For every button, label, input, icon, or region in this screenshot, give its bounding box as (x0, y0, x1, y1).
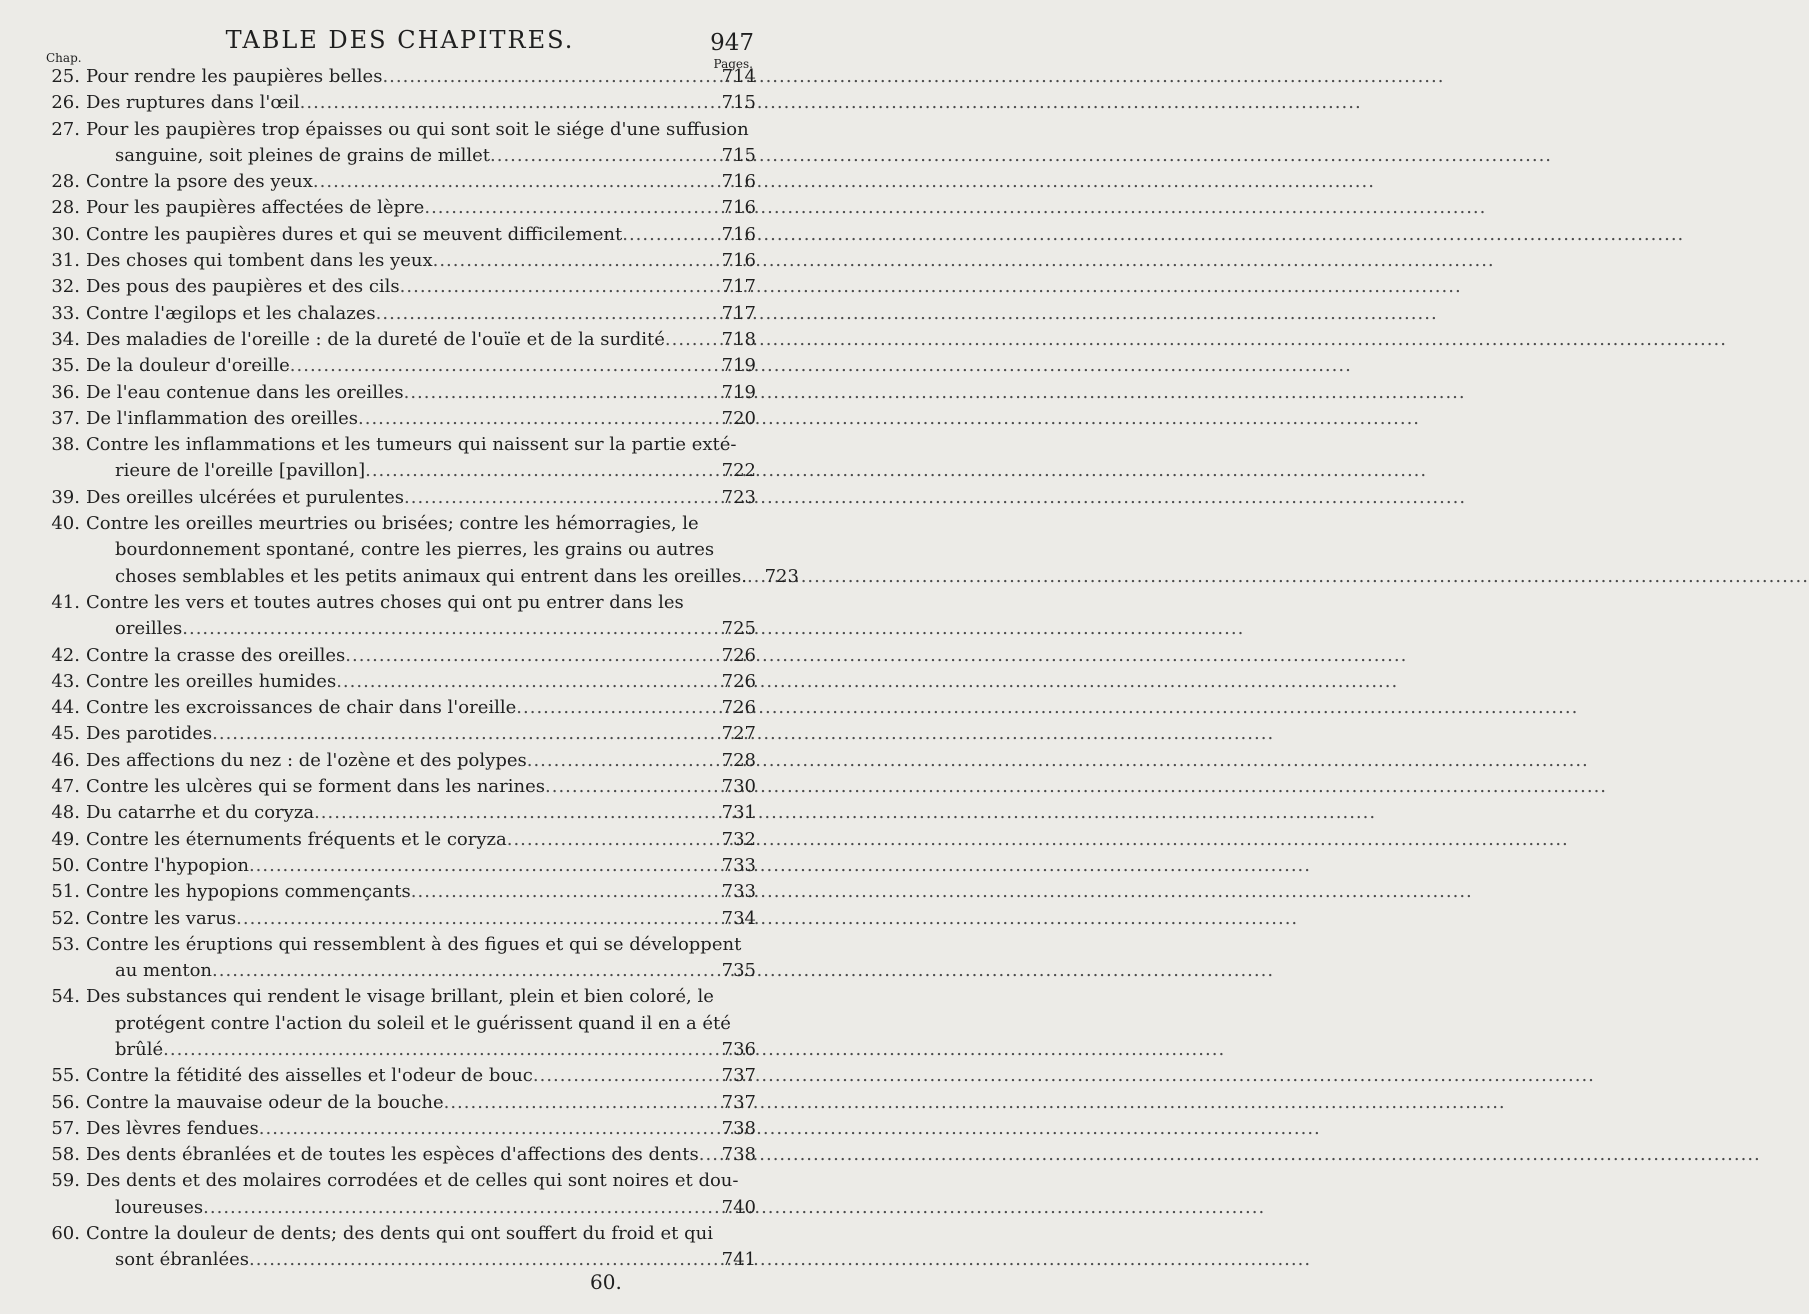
page-reference: 723 (721, 486, 756, 508)
chapter-number: 47. (51, 776, 80, 798)
chapter-title-line: Contre les ulcères qui se forment dans les narines (86, 776, 545, 798)
dot-leader (411, 879, 712, 905)
page-reference: 723 (764, 565, 799, 587)
toc-entry (36, 406, 756, 432)
chapter-title-line: oreilles (115, 618, 183, 640)
chapter-title-line: Contre la mauvaise odeur de la bouche (86, 1091, 444, 1113)
chapter-title-line: Pour rendre les paupières belles (86, 66, 383, 87)
dot-leader (314, 800, 712, 826)
chapter-title (86, 406, 756, 432)
dot-leader (699, 1142, 712, 1168)
toc-entry (36, 1221, 756, 1274)
chapter-number: 60. (51, 1223, 80, 1245)
chapter-title (86, 432, 756, 485)
chapter-title-line: Des dents ébranlées et de toutes les espèces d'affections des dents (86, 1144, 699, 1166)
chapter-title (86, 800, 756, 826)
chapter-number: 53. (51, 933, 80, 955)
toc-entry (36, 64, 756, 90)
chapter-number: 25. (51, 66, 80, 87)
chapter-title (86, 90, 756, 116)
chapter-number: 37. (51, 407, 80, 429)
dot-leader (249, 853, 712, 879)
page-reference: 716 (721, 171, 756, 193)
toc-entry (36, 353, 756, 379)
chapter-title (86, 669, 756, 695)
toc-entry (36, 800, 756, 826)
signature-mark: 60. (590, 1270, 622, 1294)
chapter-title-line: De l'eau contenue dans les oreilles (86, 381, 404, 403)
pages-column-label: Pages. (713, 57, 753, 71)
chapter-number: 50. (51, 854, 80, 876)
toc-entry (36, 669, 756, 695)
dot-leader (376, 301, 712, 327)
chapter-title (86, 222, 756, 248)
chapter-title-line: Des parotides (86, 723, 213, 745)
dot-leader (665, 327, 712, 353)
chapter-number: 49. (51, 828, 80, 850)
chapter-title-line: Des dents et des molaires corrodées et de celles qui sont noires et dou- (86, 1170, 739, 1192)
page-reference: 727 (721, 723, 756, 745)
page-reference: 726 (721, 697, 756, 719)
page-reference: 731 (721, 802, 756, 824)
chapter-title (86, 1090, 756, 1116)
chapter-title-line: sanguine, soit pleines de grains de millet (115, 144, 490, 166)
chapter-title-line: Contre la crasse des oreilles (86, 644, 346, 666)
chapter-title-line: Contre la fétidité des aisselles et l'odeur de bouc (86, 1065, 533, 1087)
chapter-title (86, 827, 756, 853)
toc-entry (36, 721, 756, 747)
page-reference: 717 (721, 276, 756, 298)
chapter-title (86, 1168, 756, 1221)
chapter-title-line: Contre les paupières dures et qui se meuvent difficilement (86, 223, 623, 245)
toc-entry (36, 984, 756, 1063)
dot-leader (290, 353, 712, 379)
chapter-title-line: Contre l'hypopion (86, 854, 249, 876)
toc-entry (36, 327, 756, 353)
chapter-title (86, 64, 756, 90)
dot-leader (249, 1247, 712, 1273)
page-reference: 738 (721, 1144, 756, 1166)
chapter-title-line: Contre les varus (86, 907, 237, 929)
toc-entry (36, 90, 756, 116)
dot-leader (444, 1090, 712, 1116)
chapter-number: 28. (51, 171, 80, 193)
chapter-number: 46. (51, 749, 80, 771)
toc-entry (36, 695, 756, 721)
chapter-number: 38. (51, 434, 80, 456)
chapter-title-line: Contre les éruptions qui ressemblent à des figues et qui se développent (86, 933, 742, 955)
chapter-title-line: Du catarrhe et du coryza (86, 802, 315, 824)
chapter-number: 31. (51, 250, 80, 272)
toc-entry (36, 380, 756, 406)
toc-entry (36, 1168, 756, 1221)
page-reference: 719 (721, 381, 756, 403)
chapter-number: 45. (51, 723, 80, 745)
dot-leader (545, 774, 712, 800)
page-reference: 732 (721, 828, 756, 850)
chapter-title-line: Des substances qui rendent le visage brillant, plein et bien coloré, le (86, 986, 714, 1008)
chapter-number: 35. (51, 355, 80, 377)
chapter-number: 44. (51, 697, 80, 719)
toc-entry (36, 301, 756, 327)
page-reference: 736 (721, 1038, 756, 1060)
chapter-title-line: De la douleur d'oreille (86, 355, 290, 377)
page-reference: 726 (721, 644, 756, 666)
dot-leader (358, 406, 712, 432)
page-reference: 715 (721, 144, 756, 166)
dot-leader (507, 827, 712, 853)
chapter-title-line: Des affections du nez : de l'ozène et des polypes (86, 749, 527, 771)
chapter-title-line: Des ruptures dans l'œil (86, 92, 300, 114)
chapter-title (86, 984, 756, 1063)
page-reference: 717 (721, 302, 756, 324)
page-reference: 737 (721, 1091, 756, 1113)
dot-leader (212, 958, 712, 984)
dot-leader (400, 274, 712, 300)
chapter-number: 57. (51, 1117, 80, 1139)
toc-entry (36, 222, 756, 248)
chapter-title (86, 906, 756, 932)
dot-leader (236, 906, 712, 932)
toc-entry (36, 748, 756, 774)
dot-leader (490, 143, 712, 169)
chapter-title (86, 301, 756, 327)
toc-entry (36, 432, 756, 485)
chapter-number: 28. (51, 197, 80, 219)
chapter-number: 39. (51, 486, 80, 508)
chapter-title-line: au menton (115, 960, 213, 982)
dot-leader (433, 248, 712, 274)
chapter-number: 56. (51, 1091, 80, 1113)
chapter-title (86, 748, 756, 774)
chapter-title (86, 511, 799, 590)
toc-entry (36, 906, 756, 932)
page-reference: 730 (721, 776, 756, 798)
chapter-number: 42. (51, 644, 80, 666)
dot-leader (203, 1195, 712, 1221)
dot-leader (259, 1116, 712, 1142)
toc-entry (36, 195, 756, 221)
page-reference: 715 (721, 92, 756, 114)
chapter-title-line: bourdonnement spontané, contre les pierres, les grains ou autres (115, 539, 715, 561)
chapter-title-line: protégent contre l'action du soleil et le guérissent quand il en a été (115, 1012, 731, 1034)
page-reference: 734 (721, 907, 756, 929)
chapter-title-line: Contre les hypopions commençants (86, 881, 411, 903)
chapter-number: 30. (51, 223, 80, 245)
dot-leader (212, 721, 712, 747)
dot-leader (345, 643, 712, 669)
dot-leader (527, 748, 712, 774)
chapter-title (86, 380, 756, 406)
chapter-title (86, 1142, 756, 1168)
chapter-title-line: De l'inflammation des oreilles (86, 407, 358, 429)
toc-entry (36, 1090, 756, 1116)
chapter-number: 55. (51, 1065, 80, 1087)
chapter-title-line: Contre les oreilles humides (86, 670, 337, 692)
chapter-number: 33. (51, 302, 80, 324)
dot-leader (336, 669, 712, 695)
page-reference: 719 (721, 355, 756, 377)
chapter-number: 51. (51, 881, 80, 903)
toc-entry (36, 590, 756, 643)
dot-leader (404, 380, 712, 406)
toc-entry (36, 932, 756, 985)
page-reference: 735 (721, 960, 756, 982)
page-reference: 722 (721, 460, 756, 482)
toc-entry (36, 827, 756, 853)
chapter-title (86, 327, 756, 353)
chapter-number: 32. (51, 276, 80, 298)
chap-column-label: Chap. (46, 51, 82, 65)
chapter-title-line: sont ébranlées (115, 1249, 250, 1271)
chapter-number: 40. (51, 513, 80, 535)
chapter-number: 41. (51, 591, 80, 613)
toc-entry (36, 853, 756, 879)
toc-entry (36, 879, 756, 905)
dot-leader (622, 222, 712, 248)
chapter-title-line: Pour les paupières affectées de lèpre (86, 197, 425, 219)
page-reference: 716 (721, 197, 756, 219)
chapter-title-line: Des lèvres fendues (86, 1117, 259, 1139)
chapter-title-line: choses semblables et les petits animaux qui entrent dans les oreilles. (115, 565, 747, 587)
chapter-title-line: Des oreilles ulcérées et purulentes (86, 486, 405, 508)
chapter-number: 34. (51, 328, 80, 350)
chapter-number: 36. (51, 381, 80, 403)
page-title: TABLE DES CHAPITRES. (225, 26, 575, 54)
chapter-title (86, 590, 756, 643)
chapter-title (86, 879, 756, 905)
chapter-title-line: rieure de l'oreille [pavillon] (115, 460, 366, 482)
chapter-number: 52. (51, 907, 80, 929)
page-reference: 718 (721, 328, 756, 350)
page-reference: 725 (721, 618, 756, 640)
chapter-number: 27. (51, 118, 80, 140)
chapter-title (86, 169, 756, 195)
chapter-title-line: Contre les vers et toutes autres choses qui ont pu entrer dans les (86, 591, 684, 613)
chapter-title (86, 1063, 756, 1089)
toc-entry (36, 643, 756, 669)
page-reference: 716 (721, 250, 756, 272)
page-reference: 728 (721, 749, 756, 771)
chapter-title (86, 485, 756, 511)
dot-leader (163, 1037, 712, 1063)
page-reference: 733 (721, 881, 756, 903)
chapter-title (86, 195, 756, 221)
page-number: 947 (710, 30, 754, 56)
chapter-number: 59. (51, 1170, 80, 1192)
chapter-title (86, 117, 756, 170)
toc-entry (36, 1142, 756, 1168)
chapter-number: 43. (51, 670, 80, 692)
chapter-title-line: Contre les excroissances de chair dans l'oreille (86, 697, 517, 719)
chapter-title (86, 695, 756, 721)
chapter-title (86, 353, 756, 379)
chapter-title-line: Contre la psore des yeux (86, 171, 313, 193)
chapter-title-line: Contre les éternuments fréquents et le coryza (86, 828, 507, 850)
toc-entry (36, 248, 756, 274)
page-reference: 738 (721, 1117, 756, 1139)
chapter-title (86, 1221, 756, 1274)
toc-entry (36, 1116, 756, 1142)
chapter-title (86, 932, 756, 985)
chapter-title-line: Contre les oreilles meurtries ou brisées; contre les hémorragies, le (86, 513, 699, 535)
dot-leader (533, 1063, 712, 1089)
toc-entry (36, 1063, 756, 1089)
dot-leader (300, 90, 712, 116)
chapter-title-line: brûlé (115, 1038, 164, 1060)
dot-leader (747, 564, 755, 590)
chapter-number: 48. (51, 802, 80, 824)
page-reference: 741 (721, 1249, 756, 1271)
chapter-title-line: Des pous des paupières et des cils (86, 276, 400, 298)
chapter-title-line: Contre la douleur de dents; des dents qui ont souffert du froid et qui (86, 1223, 713, 1245)
table-of-contents (36, 64, 799, 1274)
page-reference: 726 (721, 670, 756, 692)
dot-leader (516, 695, 712, 721)
page-reference: 737 (721, 1065, 756, 1087)
page-reference: 714 (721, 66, 756, 87)
chapter-title (86, 643, 756, 669)
chapter-title-line: Des choses qui tombent dans les yeux (86, 250, 433, 272)
book-page (0, 0, 800, 1314)
chapter-title-line: Des maladies de l'oreille : de la dureté de l'ouïe et de la surdité (86, 328, 665, 350)
toc-entry (36, 485, 756, 511)
dot-leader (313, 169, 712, 195)
dot-leader (382, 64, 712, 90)
chapter-title-line: Pour les paupières trop épaisses ou qui sont soit le siége d'une suffusion (86, 118, 749, 140)
chapter-title (86, 248, 756, 274)
page-reference: 733 (721, 854, 756, 876)
page-reference: 720 (721, 407, 756, 429)
toc-entry (36, 117, 756, 170)
toc-entry (36, 511, 799, 590)
toc-entry (36, 169, 756, 195)
toc-entry (36, 274, 756, 300)
dot-leader (182, 616, 712, 642)
chapter-title (86, 774, 756, 800)
chapter-number: 58. (51, 1144, 80, 1166)
chapter-title (86, 721, 756, 747)
page-reference: 740 (721, 1196, 756, 1218)
chapter-title-line: loureuses (115, 1196, 204, 1218)
chapter-title (86, 853, 756, 879)
chapter-title (86, 274, 756, 300)
chapter-title-line: Contre les inflammations et les tumeurs qui naissent sur la partie exté- (86, 434, 737, 456)
dot-leader (365, 458, 712, 484)
dot-leader (424, 195, 712, 221)
page-reference: 716 (721, 223, 756, 245)
chapter-title-line: Contre l'ægilops et les chalazes (86, 302, 376, 324)
chapter-number: 26. (51, 92, 80, 114)
chapter-title (86, 1116, 756, 1142)
chapter-number: 54. (51, 986, 80, 1008)
dot-leader (404, 485, 712, 511)
toc-entry (36, 774, 756, 800)
